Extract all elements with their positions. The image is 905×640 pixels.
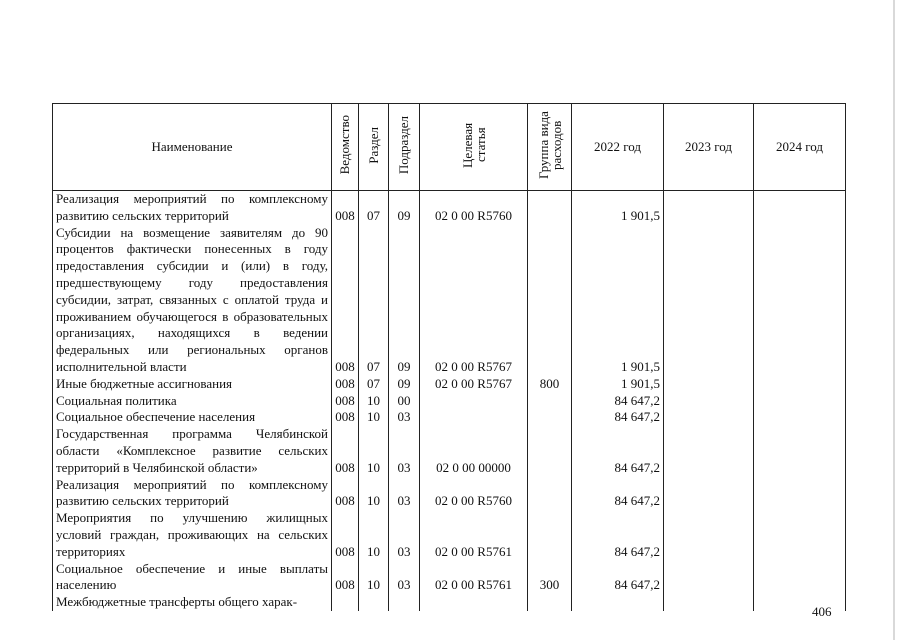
cell-2023 bbox=[664, 561, 754, 595]
cell-section: 10 bbox=[359, 393, 389, 410]
header-2023: 2023 год bbox=[664, 104, 754, 191]
cell-target-article bbox=[420, 409, 528, 426]
cell-name: Социальное обеспечение населения bbox=[53, 409, 332, 426]
cell-2022: 1 901,5 bbox=[572, 225, 664, 376]
cell-name: Социальное обеспечение и иные выплаты населению bbox=[53, 561, 332, 595]
page-edge-shadow bbox=[893, 0, 895, 640]
cell-expense-group bbox=[528, 594, 572, 611]
table-row bbox=[53, 376, 846, 393]
cell-department: 008 bbox=[332, 393, 359, 410]
table-row bbox=[53, 426, 846, 476]
cell-2024 bbox=[754, 477, 846, 511]
cell-2023 bbox=[664, 594, 754, 611]
table-row bbox=[53, 393, 846, 410]
cell-expense-group bbox=[528, 393, 572, 410]
cell-subsection: 09 bbox=[389, 191, 420, 225]
cell-target-article bbox=[420, 393, 528, 410]
cell-department: 008 bbox=[332, 510, 359, 560]
cell-target-article bbox=[420, 594, 528, 611]
cell-name: Мероприятия по улучшению жилищных условий граждан, проживающих на сельских территориях bbox=[53, 510, 332, 560]
cell-target-article: 02 0 00 R5760 bbox=[420, 477, 528, 511]
cell-name: Иные бюджетные ассигнования bbox=[53, 376, 332, 393]
cell-expense-group bbox=[528, 191, 572, 225]
cell-expense-group: 800 bbox=[528, 376, 572, 393]
table-row bbox=[53, 225, 846, 376]
table-row bbox=[53, 510, 846, 560]
cell-section: 10 bbox=[359, 510, 389, 560]
cell-2022 bbox=[572, 594, 664, 611]
cell-name: Субсидии на возмещение заявителям до 90 процентов фактически понесенных в году предоставления субсидии и (или) в году, предшествующему году предоставления субсидии, затрат, связанных с оплатой труда и проживанием обучающегося в образовательных организациях, находящихся в ведении федеральных или региональных органов исполнительной власти bbox=[53, 225, 332, 376]
cell-name: Реализация мероприятий по комплексному развитию сельских территорий bbox=[53, 477, 332, 511]
table-row bbox=[53, 477, 846, 511]
header-name: Наименование bbox=[53, 104, 332, 191]
cell-department: 008 bbox=[332, 225, 359, 376]
cell-subsection: 03 bbox=[389, 561, 420, 595]
page-number: 406 bbox=[812, 604, 832, 619]
cell-expense-group bbox=[528, 225, 572, 376]
header-2024: 2024 год bbox=[754, 104, 846, 191]
cell-2023 bbox=[664, 225, 754, 376]
cell-2023 bbox=[664, 510, 754, 560]
cell-subsection: 03 bbox=[389, 409, 420, 426]
cell-2024 bbox=[754, 225, 846, 376]
header-expense-group: Группа вида расходов bbox=[528, 104, 572, 191]
cell-subsection: 00 bbox=[389, 393, 420, 410]
cell-2023 bbox=[664, 191, 754, 225]
table-row bbox=[53, 594, 846, 611]
cell-subsection: 03 bbox=[389, 510, 420, 560]
cell-2024 bbox=[754, 561, 846, 595]
cell-2023 bbox=[664, 477, 754, 511]
cell-subsection: 09 bbox=[389, 376, 420, 393]
cell-2022: 1 901,5 bbox=[572, 191, 664, 225]
cell-target-article: 02 0 00 R5767 bbox=[420, 376, 528, 393]
cell-section: 07 bbox=[359, 191, 389, 225]
cell-department bbox=[332, 594, 359, 611]
header-department: Ведомство bbox=[332, 104, 359, 191]
table-row bbox=[53, 191, 846, 225]
table-body bbox=[53, 191, 846, 611]
cell-section: 10 bbox=[359, 409, 389, 426]
cell-department: 008 bbox=[332, 477, 359, 511]
cell-2022: 84 647,2 bbox=[572, 409, 664, 426]
cell-name: Реализация мероприятий по комплексному развитию сельских территорий bbox=[53, 191, 332, 225]
cell-section bbox=[359, 594, 389, 611]
cell-2024 bbox=[754, 191, 846, 225]
cell-2024 bbox=[754, 409, 846, 426]
budget-table bbox=[52, 103, 846, 611]
cell-target-article: 02 0 00 R5760 bbox=[420, 191, 528, 225]
cell-2023 bbox=[664, 376, 754, 393]
cell-section: 10 bbox=[359, 426, 389, 476]
cell-expense-group: 300 bbox=[528, 561, 572, 595]
cell-section: 07 bbox=[359, 225, 389, 376]
header-target-article: Целевая статья bbox=[420, 104, 528, 191]
cell-subsection: 03 bbox=[389, 477, 420, 511]
cell-department: 008 bbox=[332, 376, 359, 393]
cell-2024 bbox=[754, 426, 846, 476]
cell-2024 bbox=[754, 510, 846, 560]
cell-department: 008 bbox=[332, 191, 359, 225]
cell-2024 bbox=[754, 376, 846, 393]
cell-expense-group bbox=[528, 409, 572, 426]
cell-name: Межбюджетные трансферты общего харак- bbox=[53, 594, 332, 611]
cell-2022: 1 901,5 bbox=[572, 376, 664, 393]
cell-department: 008 bbox=[332, 426, 359, 476]
cell-2023 bbox=[664, 409, 754, 426]
cell-2022: 84 647,2 bbox=[572, 561, 664, 595]
cell-target-article: 02 0 00 R5767 bbox=[420, 225, 528, 376]
cell-expense-group bbox=[528, 510, 572, 560]
header-2022: 2022 год bbox=[572, 104, 664, 191]
cell-department: 008 bbox=[332, 409, 359, 426]
cell-target-article: 02 0 00 00000 bbox=[420, 426, 528, 476]
header-subsection: Подраздел bbox=[389, 104, 420, 191]
cell-target-article: 02 0 00 R5761 bbox=[420, 510, 528, 560]
cell-expense-group bbox=[528, 477, 572, 511]
cell-name: Социальная политика bbox=[53, 393, 332, 410]
cell-name: Государственная программа Челябинской области «Комплексное развитие сельских территорий в Челябинской области» bbox=[53, 426, 332, 476]
header-section: Раздел bbox=[359, 104, 389, 191]
header-row bbox=[53, 104, 846, 191]
cell-2022: 84 647,2 bbox=[572, 393, 664, 410]
cell-section: 10 bbox=[359, 477, 389, 511]
cell-2022: 84 647,2 bbox=[572, 477, 664, 511]
cell-2023 bbox=[664, 393, 754, 410]
cell-2023 bbox=[664, 426, 754, 476]
cell-department: 008 bbox=[332, 561, 359, 595]
cell-2022: 84 647,2 bbox=[572, 510, 664, 560]
cell-target-article: 02 0 00 R5761 bbox=[420, 561, 528, 595]
cell-subsection: 03 bbox=[389, 426, 420, 476]
cell-expense-group bbox=[528, 426, 572, 476]
table-row bbox=[53, 561, 846, 595]
table-row bbox=[53, 409, 846, 426]
cell-section: 10 bbox=[359, 561, 389, 595]
cell-section: 07 bbox=[359, 376, 389, 393]
cell-2024 bbox=[754, 393, 846, 410]
cell-subsection bbox=[389, 594, 420, 611]
cell-2022: 84 647,2 bbox=[572, 426, 664, 476]
cell-subsection: 09 bbox=[389, 225, 420, 376]
